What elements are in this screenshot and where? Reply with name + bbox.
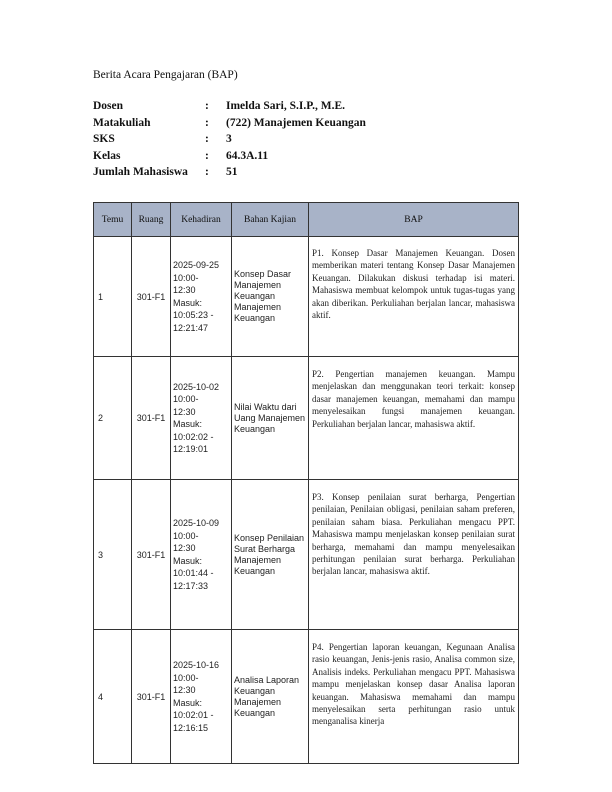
- table-row: [94, 357, 519, 480]
- kehadiran-date: 2025-10-09: [173, 518, 220, 528]
- info-row-jumlah-mahasiswa: [93, 164, 366, 181]
- cell-bap: P1. Konsep Dasar Manajemen Keuangan. Dosen memberikan materi tentang Konsep Dasar Manajemen Keuangan. Dilakukan diskusi terhadap isi materi. Mahasiswa membuat kelompok untuk tugas-tugas yang akan diberikan. Perkuliahan berjalan lancar, mahasiswa aktif.: [309, 237, 519, 357]
- kehadiran-date: 2025-09-25: [173, 260, 220, 270]
- kehadiran-time-end: 12:30: [173, 285, 196, 295]
- info-label: Kelas: [93, 149, 121, 162]
- info-label: Dosen: [93, 100, 124, 112]
- kehadiran-keluar: 12:16:15: [173, 722, 209, 733]
- kehadiran-time: 10:00-: [173, 272, 199, 283]
- kehadiran-masuk-label: Masuk:: [173, 297, 203, 308]
- kehadiran-keluar: 12:21:47: [173, 322, 209, 333]
- kehadiran-time-end: 12:30: [173, 543, 196, 553]
- kehadiran-date: 2025-10-16: [173, 660, 220, 670]
- info-row-matakuliah: [93, 115, 366, 132]
- cell-ruang: 301-F1: [132, 480, 171, 630]
- info-separator: :: [205, 149, 209, 162]
- header-temu: Temu: [94, 203, 132, 237]
- cell-kehadiran: [171, 630, 232, 764]
- table-row: [94, 480, 519, 630]
- kehadiran-masuk: 10:05:23 -: [173, 310, 214, 320]
- info-value: (722) Manajemen Keuangan: [226, 116, 366, 129]
- cell-bap: P4. Pengertian laporan keuangan, Kegunaan Analisa rasio keuangan, Jenis-jenis rasio, Analisa common size, Analisis indeks. Perkuliahan mengacu PPT. Mahasiswa mampu menjelaskan konsep dasar Analisa laporan keuangan. Mahasiswa memahami dan mampu menyelesaikan serta perhitungan rasio untuk menganalisa kinerja: [309, 630, 519, 764]
- info-separator: :: [205, 166, 209, 178]
- cell-kehadiran: [171, 357, 232, 480]
- kehadiran-masuk: 10:01:44 -: [173, 568, 214, 578]
- cell-bap: P2. Pengertian manajemen keuangan. Mampu menjelaskan dan menggunakan teori terkait: konsep dasar manajemen keuangan, memahami dan mampu menyelesaikan fungsi manajemen keuangan. Perkuliahan berjalan lancar, mahasiswa aktif.: [309, 357, 519, 480]
- kehadiran-masuk-label: Masuk:: [173, 419, 203, 429]
- cell-temu: 4: [94, 630, 132, 764]
- header-bahan-kajian: Bahan Kajian: [232, 203, 309, 237]
- table-row: [94, 237, 519, 357]
- kehadiran-masuk-label: Masuk:: [173, 555, 203, 566]
- table-row: [94, 630, 519, 764]
- cell-kehadiran: [171, 480, 232, 630]
- course-info: [93, 98, 366, 181]
- kehadiran-time-end: 12:30: [173, 685, 196, 695]
- info-separator: :: [205, 100, 209, 112]
- bap-table: [93, 202, 519, 764]
- header-kehadiran: Kehadiran: [171, 203, 232, 237]
- info-value: Imelda Sari, S.I.P., M.E.: [226, 100, 346, 112]
- info-separator: :: [205, 116, 209, 129]
- cell-kehadiran: [171, 237, 232, 357]
- cell-temu: 1: [94, 237, 132, 357]
- table-header-row: [94, 203, 519, 237]
- cell-bahan-kajian: Nilai Waktu dari Uang Manajemen Keuangan: [232, 357, 309, 480]
- header-bap: BAP: [309, 203, 519, 237]
- info-label: SKS: [93, 133, 115, 145]
- cell-ruang: 301-F1: [132, 357, 171, 480]
- cell-bahan-kajian: Analisa Laporan Keuangan Manajemen Keuangan: [232, 630, 309, 764]
- info-label: Matakuliah: [93, 116, 151, 129]
- kehadiran-masuk: 10:02:02 -: [173, 431, 214, 442]
- kehadiran-keluar: 12:17:33: [173, 580, 209, 591]
- kehadiran-keluar: 12:19:01: [173, 444, 209, 454]
- cell-bahan-kajian: Konsep Penilaian Surat Berharga Manajemen Keuangan: [232, 480, 309, 630]
- cell-temu: 2: [94, 357, 132, 480]
- kehadiran-time-end: 12:30: [173, 406, 196, 417]
- document-title: Berita Acara Pengajaran (BAP): [93, 69, 238, 81]
- kehadiran-time: 10:00-: [173, 530, 199, 541]
- info-value: 51: [226, 166, 238, 178]
- header-ruang: Ruang: [132, 203, 171, 237]
- cell-temu: 3: [94, 480, 132, 630]
- kehadiran-time: 10:00-: [173, 394, 199, 404]
- info-value: 64.3A.11: [226, 149, 269, 162]
- info-row-sks: [93, 131, 366, 148]
- info-row-dosen: [93, 98, 366, 115]
- info-value: 3: [226, 133, 232, 145]
- kehadiran-date: 2025-10-02: [173, 381, 220, 392]
- kehadiran-masuk-label: Masuk:: [173, 697, 203, 708]
- info-row-kelas: [93, 148, 366, 165]
- info-label: Jumlah Mahasiswa: [93, 166, 188, 178]
- info-separator: :: [205, 133, 209, 145]
- cell-ruang: 301-F1: [132, 237, 171, 357]
- cell-bap: P3. Konsep penilaian surat berharga, Pengertian penilaian, Penilaian obligasi, penilaian saham preferen, penilaian saham biasa. Perkuliahan mengacu PPT. Mahasiswa mampu menjelaskan konsep penilaian surat berharga, memahami dan mampu menyelesaikan perhitungan penilaian surat berharga. Perkuliahan berjalan lancar, mahasiswa aktif.: [309, 480, 519, 630]
- kehadiran-masuk: 10:02:01 -: [173, 710, 214, 720]
- cell-ruang: 301-F1: [132, 630, 171, 764]
- kehadiran-time: 10:00-: [173, 672, 199, 683]
- cell-bahan-kajian: Konsep Dasar Manajemen Keuangan Manajemen Keuangan: [232, 237, 309, 357]
